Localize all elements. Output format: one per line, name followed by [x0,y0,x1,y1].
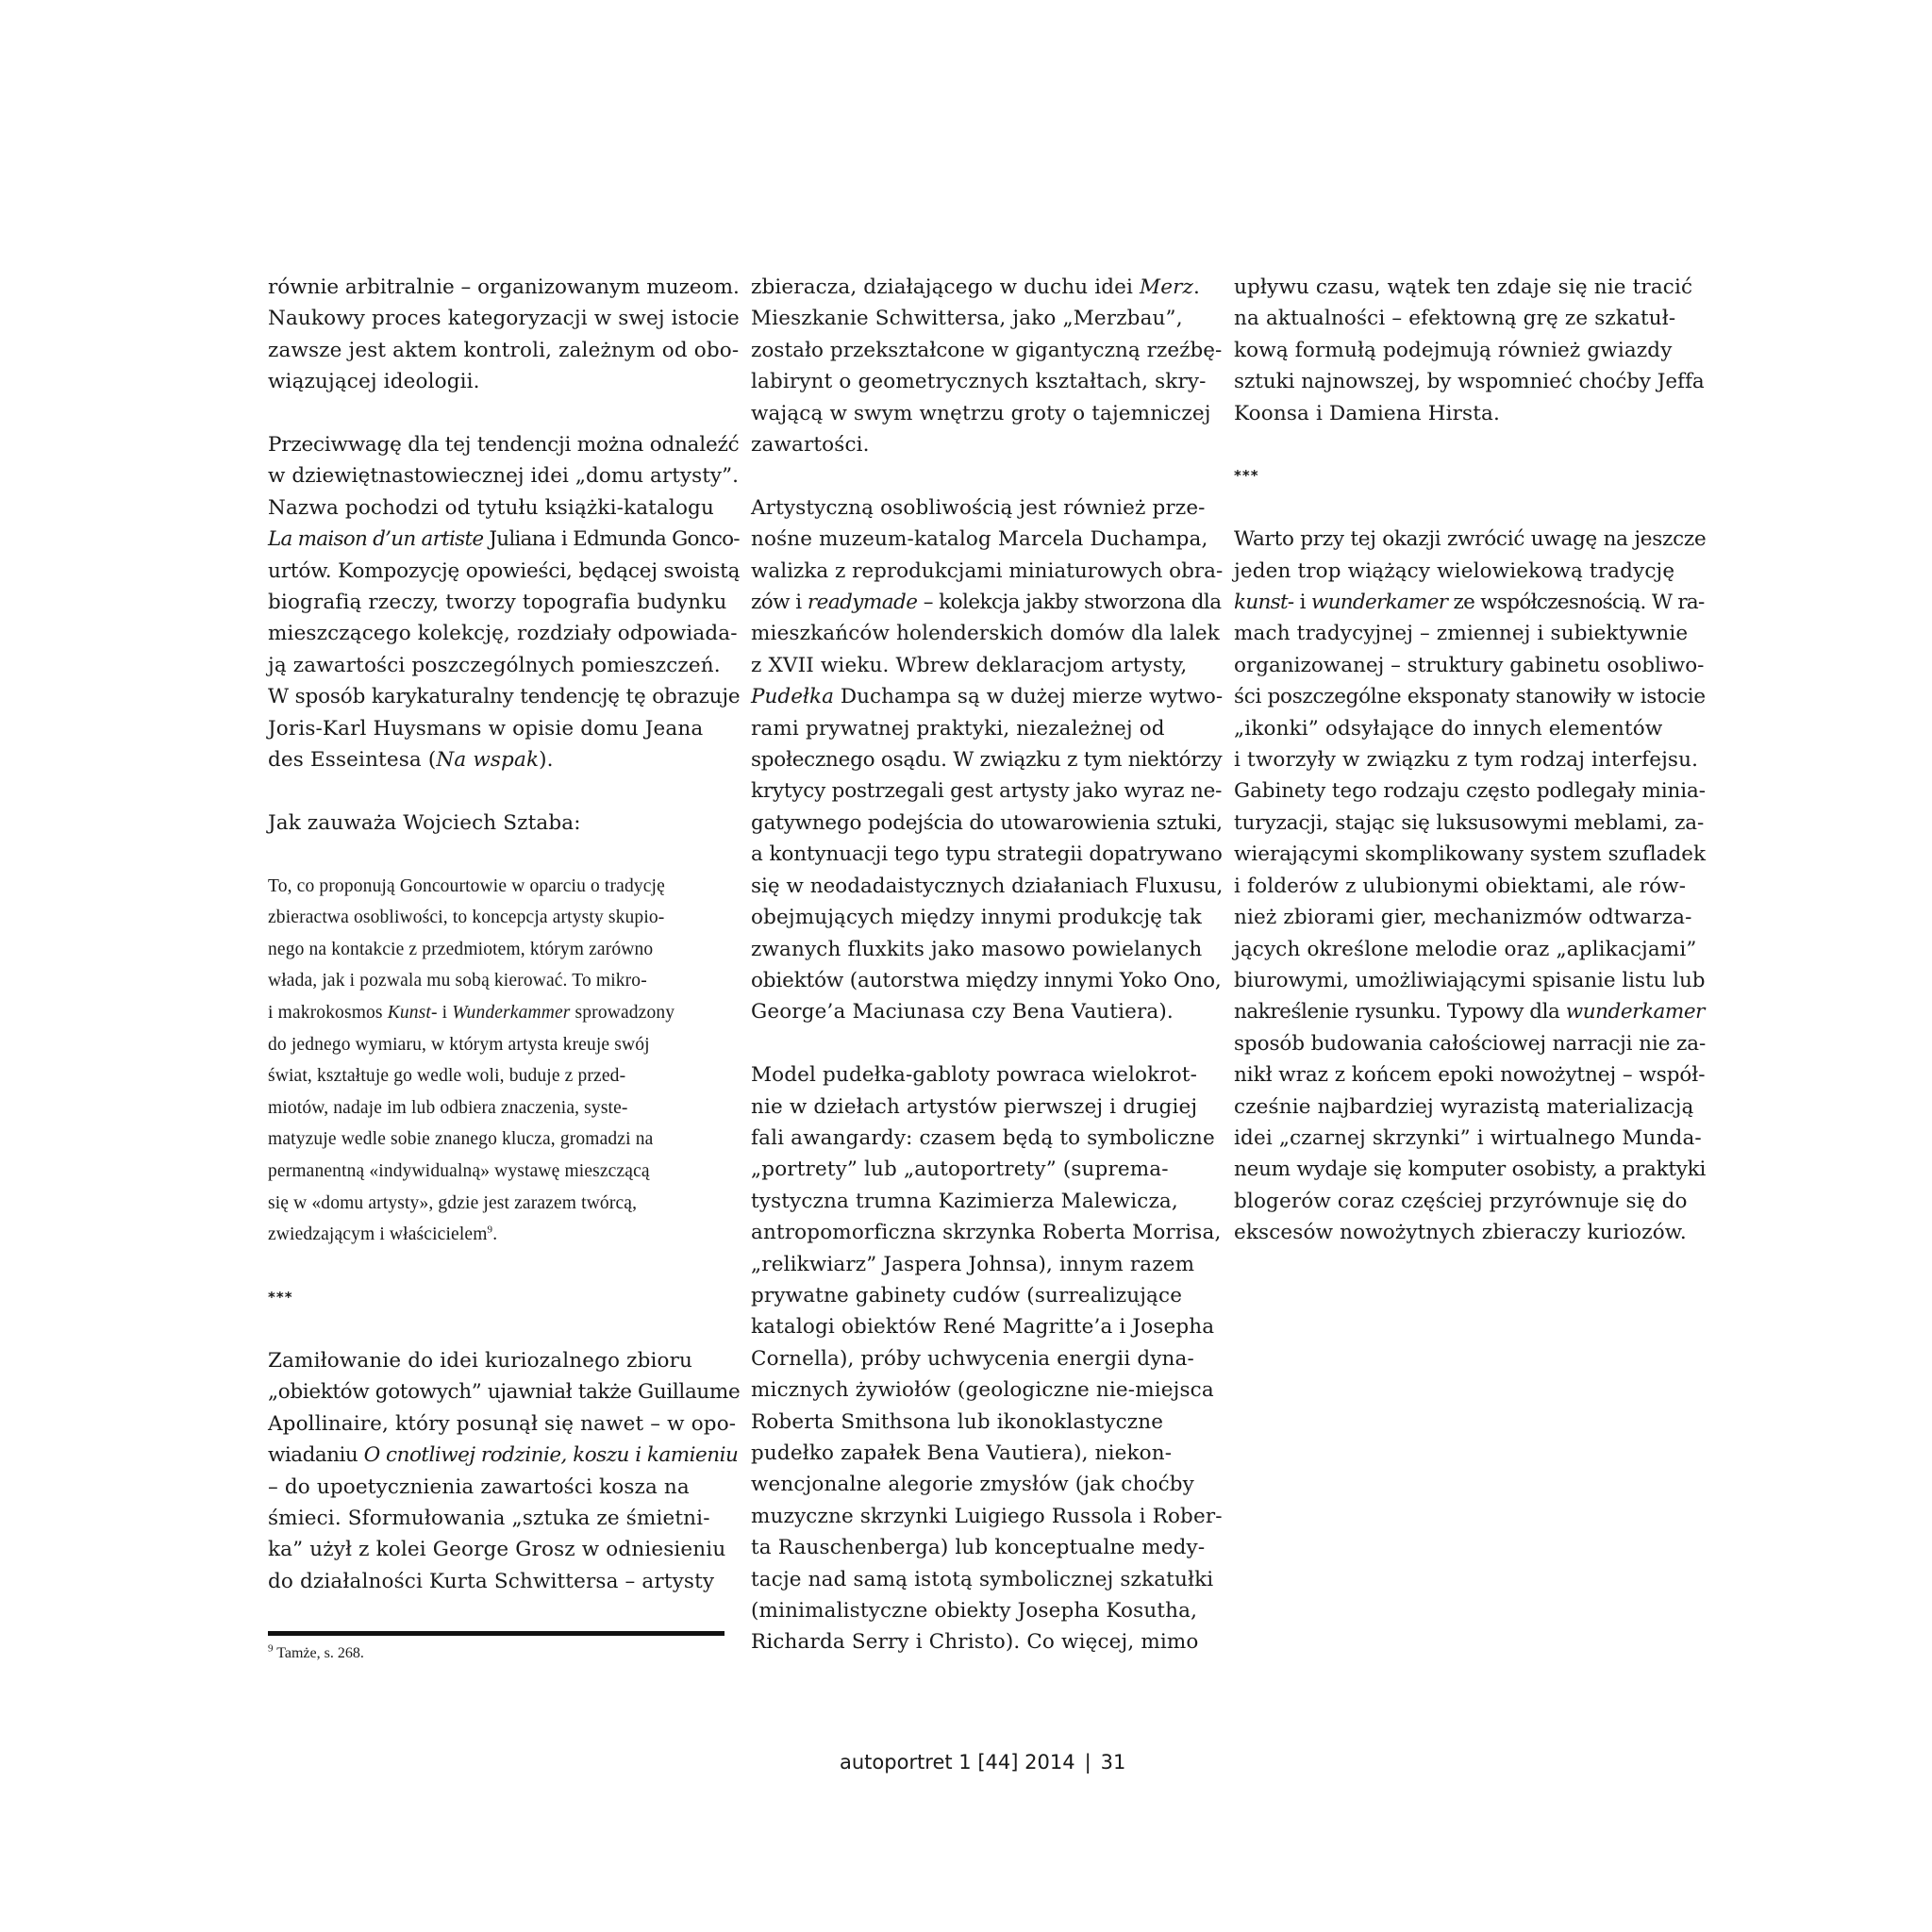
text-line [268,1376,740,1407]
text-run: antropomorficzna skrzynka Roberta Morrisa, [751,1221,1222,1245]
text-line [1234,871,1706,902]
text-line [1234,934,1706,965]
text-line [751,398,1223,429]
text-run: „relikwiarz” Jaspera Johnsa), innym razem [751,1252,1195,1276]
italic-text: readymade [807,591,918,615]
text-run: organizowanej – struktury gabinetu osobliwo- [1234,653,1705,677]
text-run: Koonsa i Damiena Hirsta. [1234,401,1500,425]
text-run: prywatne gabinety cudów (surrealizujące [751,1283,1183,1307]
italic-text: Kunst- [387,1003,438,1024]
text-line [751,902,1223,933]
text-line [1234,1091,1706,1123]
text-run: neum wydaje się komputer osobisty, a praktyki [1234,1158,1707,1182]
text-run: Artystyczną osobliwością jest również prze- [751,495,1206,520]
text-run: ). [539,748,554,773]
footnote-rule [268,1631,724,1636]
text-line [751,650,1223,681]
text-run: ekscesów nowożytnych zbieraczy kuriozów. [1234,1221,1687,1245]
text-run: jących określone melodie oraz „aplikacjami” [1234,937,1697,961]
text-line [268,1534,740,1565]
text-line [751,744,1223,775]
footnote-text: Tamże, s. 268. [273,1645,364,1661]
text-line [751,1154,1223,1185]
text-line [268,902,740,934]
text-run: . [1193,275,1200,299]
text-line [751,1249,1223,1280]
text-run: Apollinaire, który posunął się nawet – w opo- [268,1411,737,1436]
text-run: ze współczesnością. W ra- [1447,591,1705,615]
text-line [751,618,1223,649]
text-line [751,1059,1223,1091]
text-line [1234,808,1706,839]
text-run: i tworzyły w związku z tym rodzaj interfejsu. [1234,748,1699,773]
text-line [751,492,1223,524]
text-run: i makrokosmos [268,1003,388,1024]
text-line [751,335,1223,366]
text-run: idei „czarnej skrzynki” i wirtualnego Munda- [1234,1125,1702,1150]
text-line [268,1566,740,1597]
text-run: tacje nad samą istotą symbolicznej szkatułki [751,1567,1214,1591]
text-run: tystyczna trumna Kazimierza Malewicza, [751,1189,1178,1213]
text-line [1234,1059,1706,1091]
text-line [1234,460,1706,491]
text-line [268,618,740,649]
text-line [751,839,1223,870]
text-run: nikł wraz z końcem epoki nowożytnej – współ- [1234,1063,1706,1088]
text-run: biurowymi, umożliwiającymi spisanie listu lub [1234,968,1706,992]
text-run: To, co proponują Goncourtowie w oparciu o tradycję [268,875,665,896]
text-line [268,1282,740,1313]
text-run: mieszkańców holenderskich domów dla lalek [751,622,1220,646]
text-line [1234,335,1706,366]
text-line [268,1219,740,1251]
text-line [751,934,1223,965]
text-run: a kontynuacji tego typu strategii dopatrywano [751,842,1223,867]
text-run: sprowadzony [570,1003,675,1024]
text-line [268,1124,740,1156]
text-run: ją zawartości poszczególnych pomieszczeń. [268,653,721,677]
text-run: nośne muzeum-katalog Marcela Duchampa, [751,527,1208,552]
text-run: i [437,1003,453,1024]
text-line [1234,839,1706,870]
text-line [268,1156,740,1188]
text-line [1234,902,1706,933]
text-run: zawsze jest aktem kontroli, zależnym od obo- [268,338,740,362]
text-run: wiązującej ideologii. [268,370,480,394]
text-line [1234,618,1706,649]
text-run: Juliana i Edmunda Gonco- [483,527,740,552]
text-line [751,996,1223,1027]
text-run: nakreślenie rysunku. Typowy dla [1234,1000,1566,1024]
text-run: nież zbiorami gier, mechanizmów odtwarza- [1234,906,1692,930]
text-line [751,871,1223,902]
text-line [751,681,1223,712]
paragraph [268,1345,740,1597]
text-run: Model pudełka-gabloty powraca wielokrot- [751,1063,1197,1088]
text-run: i [1293,591,1311,615]
text-run: sposób budowania całościowej narracji nie za- [1234,1031,1707,1056]
page-number: 31 [1100,1751,1126,1774]
text-run: fali awangardy: czasem będą to symboliczne [751,1125,1215,1150]
text-line [751,524,1223,555]
text-line [751,713,1223,744]
text-run: zów i [751,591,808,615]
text-line [268,272,740,303]
text-line [268,681,740,712]
text-run: „portrety” lub „autoportrety” (suprema- [751,1158,1169,1182]
text-run: biografią rzeczy, tworzy topografia budynku [268,591,727,615]
text-run: obiektów (autorstwa między innymi Yoko Ono, [751,968,1222,992]
text-run: zwiedzającym i właścicielem [268,1224,488,1245]
text-run: katalogi obiektów René Magritte’a i Josepha [751,1315,1215,1340]
text-run: ści poszczególne eksponaty stanowiły w istocie [1234,685,1706,709]
text-line [1234,744,1706,775]
text-run: gatywnego podejścia do utowarowienia sztuki, [751,810,1223,835]
text-run: kową formułą podejmują również gwiazdy [1234,338,1673,362]
text-line [751,1564,1223,1595]
text-line [268,744,740,775]
text-run: permanentną «indywidualną» wystawę mieszczącą [268,1161,650,1182]
text-run: na aktualności – efektowną grę ze szkatuł- [1234,307,1676,331]
text-run: W sposób karykaturalny tendencję tę obrazuje [268,685,741,709]
text-line [268,1188,740,1220]
text-line [751,1186,1223,1217]
footnote [268,1643,364,1664]
text-run: cześnie najbardziej wyrazistą materializacją [1234,1094,1694,1119]
text-line [751,303,1223,334]
text-line [751,429,1223,460]
text-column-3 [1234,272,1706,1249]
text-line [1234,1123,1706,1154]
text-column-1 [268,272,740,1597]
text-line [1234,1186,1706,1217]
text-line [268,808,740,839]
text-line [1234,965,1706,996]
text-line [751,775,1223,807]
text-run: ta Rauschenberga) lub konceptualne medy- [751,1536,1206,1560]
text-run: wiadaniu [268,1443,364,1468]
text-line [751,587,1223,618]
text-run: w dziewiętnastowiecznej idei „domu artysty”. [268,464,740,489]
text-line [751,556,1223,587]
italic-text: Wunderkammer [452,1003,571,1024]
text-run: się w neodadaistycznych działaniach Fluxusu, [751,874,1224,898]
text-run: blogerów coraz częściej przyrównuje się do [1234,1189,1688,1213]
text-run: Richarda Serry i Christo). Co więcej, mimo [751,1630,1199,1655]
italic-text: La maison d’un artiste [268,527,484,552]
text-line [751,808,1223,839]
text-line [1234,366,1706,397]
paragraph [1234,524,1706,1248]
text-run: społecznego osądu. W związku z tym niektórzy [751,748,1223,773]
text-line [268,1092,740,1124]
italic-text: Pudełka [751,685,834,709]
text-run: Naukowy proces kategoryzacji w swej istocie [268,307,740,331]
text-line [751,1438,1223,1469]
text-run: wencjonalne alegorie zmysłów (jak choćby [751,1473,1194,1497]
text-run: zostało przekształcone w gigantyczną rzeźbę- [751,338,1223,362]
text-run: Jak zauważa Wojciech Sztaba: [268,810,581,835]
text-run: – kolekcja jakby stworzona dla [917,591,1222,615]
text-run: zawartości. [751,433,870,458]
text-run: równie arbitralnie – organizowanym muzeom. [268,275,740,299]
text-run: upływu czasu, wątek ten zdaje się nie tracić [1234,275,1693,299]
text-run: muzyczne skrzynki Luigiego Russola i Rober- [751,1504,1223,1528]
text-run: . [492,1224,498,1245]
text-run: krytycy postrzegali gest artysty jako wyraz ne- [751,779,1223,804]
text-line [268,1440,740,1471]
text-run: mieszczącego kolekcję, rozdziały odpowiada- [268,622,738,646]
text-run: – do upoetycznienia zawartości kosza na [268,1474,690,1499]
text-line [751,1123,1223,1154]
text-line [268,492,740,524]
paragraph [751,492,1223,1028]
text-line [1234,650,1706,681]
footnote-marker: 9 [268,1642,274,1655]
text-run: sztuki najnowszej, by wspomnieć choćby Jeffa [1234,370,1705,394]
text-run: wierającymi skomplikowany system szufladek [1234,842,1706,867]
italic-text: Na wspak [436,748,540,773]
page-footer [840,1748,1125,1776]
paragraph [751,272,1223,460]
text-line [751,1469,1223,1500]
paragraph-gap [268,398,740,429]
text-line [268,965,740,997]
text-line [751,1626,1223,1657]
text-line [1234,272,1706,303]
text-run: ka” użył z kolei George Grosz w odniesieniu [268,1538,726,1562]
text-line [268,997,740,1029]
text-line [751,1311,1223,1342]
italic-text: Merz [1140,275,1193,299]
text-line [1234,996,1706,1027]
paragraph [1234,272,1706,429]
text-line [268,1060,740,1092]
text-line [1234,587,1706,618]
text-run: matyzuje wedle sobie znanego klucza, gromadzi na [268,1129,654,1150]
text-line [751,965,1223,996]
text-line [751,1374,1223,1406]
text-run: *** [1234,467,1259,485]
text-run: rami prywatnej praktyki, niezależnej od [751,716,1165,741]
text-run: zwanych fluxkits jako masowo powielanych [751,937,1203,961]
italic-text: wunderkamer [1310,591,1448,615]
text-run: z XVII wieku. Wbrew deklaracjom artysty, [751,653,1188,677]
paragraph-gap [268,1314,740,1345]
footnote-ref: 9 [487,1224,493,1236]
paragraph-gap [268,775,740,807]
text-run: Gabinety tego rodzaju często podlegały minia- [1234,779,1706,804]
text-run: des Esseintesa ( [268,748,437,773]
text-line [1234,681,1706,712]
italic-text: kunst- [1234,591,1294,615]
text-run: się w «domu artysty», gdzie jest zarazem twórcą, [268,1192,638,1213]
text-run: zbieracza, działającego w duchu idei [751,275,1141,299]
text-line [1234,398,1706,429]
text-run: turyzacji, stając się luksusowymi meblami, za- [1234,810,1705,835]
text-run: mach tradycyjnej – zmiennej i subiektywnie [1234,622,1689,646]
text-column-2 [751,272,1223,1658]
text-line [751,1407,1223,1438]
text-line [751,1532,1223,1563]
text-run: walizka z reprodukcjami miniaturowych obra- [751,558,1224,583]
text-run: do jednego wymiaru, w którym artysta kreuje swój [268,1034,650,1055]
italic-text: O cnotliwej rodzinie, koszu i kamieniu [363,1443,739,1468]
paragraph [268,808,740,839]
text-line [1234,1154,1706,1185]
section-divider [1234,460,1706,491]
text-run: włada, jak i pozwala mu sobą kierować. To mikro- [268,971,647,991]
text-line [268,556,740,587]
text-line [751,1343,1223,1374]
paragraph-gap [1234,492,1706,524]
text-line [268,524,740,555]
text-run: nie w dziełach artystów pierwszej i drugiej [751,1094,1198,1119]
text-line [1234,713,1706,744]
paragraph [268,272,740,398]
text-run: jeden trop wiążący wielowiekową tradycję [1234,558,1675,583]
paragraph [268,429,740,775]
text-line [268,460,740,491]
text-line [268,366,740,397]
magazine-issue: autoportret 1 [44] 2014 [840,1751,1075,1774]
text-line [751,272,1223,303]
text-run: śmieci. Sformułowania „sztuka ze śmietni- [268,1507,710,1531]
text-run: „ikonki” odsyłające do innych elementów [1234,716,1663,741]
text-run: urtów. Kompozycję opowieści, będącej swoistą [268,558,741,583]
text-run: Roberta Smithsona lub ikonoklastyczne [751,1409,1164,1434]
text-line [1234,524,1706,555]
text-line [1234,303,1706,334]
text-run: labirynt o geometrycznych kształtach, skry- [751,370,1207,394]
text-run: nego na kontakcie z przedmiotem, którym zarówno [268,939,654,959]
text-run: *** [268,1289,293,1307]
paragraph [751,1059,1223,1658]
text-run: pudełko zapałek Bena Vautiera), niekon- [751,1441,1173,1465]
text-line [268,1345,740,1376]
text-line [751,1217,1223,1248]
text-line [1234,1217,1706,1248]
text-run: (minimalistyczne obiekty Josepha Kosutha, [751,1599,1198,1624]
text-line [1234,775,1706,807]
text-line [268,335,740,366]
text-run: Cornella), próby uchwycenia energii dyna- [751,1346,1194,1371]
text-run: Warto przy tej okazji zwrócić uwagę na jeszcze [1234,527,1707,552]
italic-text: wunderkamer [1565,1000,1705,1024]
text-run: świat, kształtuje go wedle woli, buduje z przed- [268,1066,626,1087]
text-line [751,1501,1223,1532]
block-quote [268,871,740,1251]
text-run: miotów, nadaje im lub odbiera znaczenia, syste- [268,1097,628,1118]
text-line [751,1280,1223,1311]
paragraph-gap [751,1028,1223,1059]
text-run: Przeciwwagę dla tej tendencji można odnaleźć [268,433,740,458]
text-run: wającą w swym wnętrzu groty o tajemniczej [751,401,1211,425]
text-run: zbieractwa osobliwości, to koncepcja artysty skupio- [268,908,665,928]
paragraph-gap [751,460,1223,491]
text-line [268,1472,740,1503]
section-divider [268,1282,740,1313]
text-line [268,303,740,334]
text-line [268,1029,740,1061]
text-line [268,1503,740,1534]
text-run: i folderów z ulubionymi obiektami, ale rów- [1234,874,1687,898]
text-line [751,1091,1223,1123]
text-run: obejmujących między innymi produkcję tak [751,906,1202,930]
text-line [751,1595,1223,1626]
footer-separator: | [1084,1751,1091,1774]
text-run: Mieszkanie Schwittersa, jako „Merzbau”, [751,307,1183,331]
text-run: Joris-Karl Huysmans w opisie domu Jeana [268,716,704,741]
paragraph-gap [268,839,740,870]
text-line [1234,556,1706,587]
text-line [1234,1028,1706,1059]
text-run: George’a Maciunasa czy Bena Vautiera). [751,1000,1174,1024]
text-line [268,429,740,460]
paragraph-gap [1234,429,1706,460]
paragraph-gap [268,1251,740,1282]
text-line [268,934,740,966]
text-run: Zamiłowanie do idei kuriozalnego zbioru [268,1348,693,1373]
text-line [268,871,740,903]
text-line [268,1408,740,1440]
text-run: micznych żywiołów (geologiczne nie-miejsca [751,1378,1214,1403]
text-run: „obiektów gotowych” ujawniał także Guillaume [268,1380,741,1405]
text-line [268,587,740,618]
text-run: Nazwa pochodzi od tytułu książki-katalogu [268,495,714,520]
text-run: do działalności Kurta Schwittersa – artysty [268,1569,715,1593]
text-line [268,713,740,744]
text-line [751,366,1223,397]
text-run: Duchampa są w dużej mierze wytwo- [833,685,1224,709]
text-line [268,650,740,681]
